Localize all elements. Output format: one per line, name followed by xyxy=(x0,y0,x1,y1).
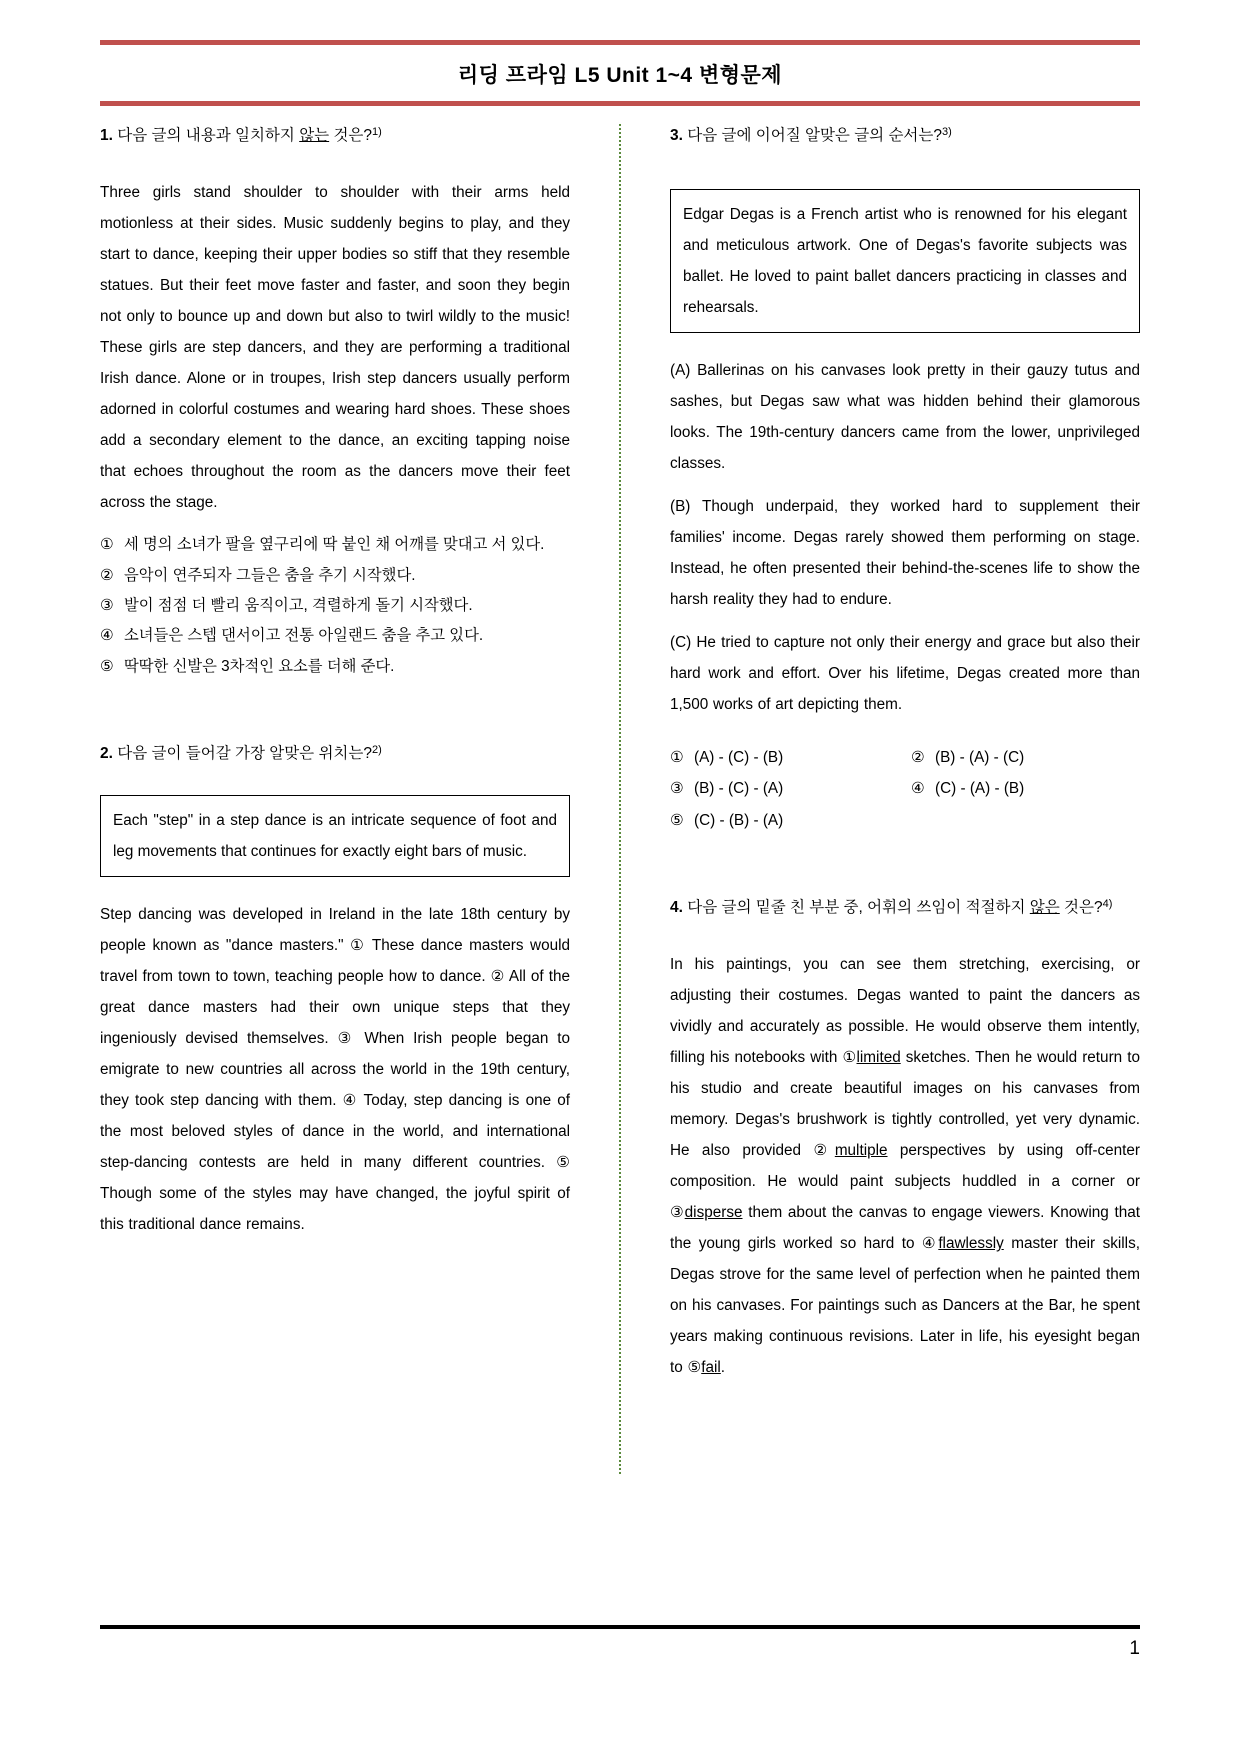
underlined-vocab-word: multiple xyxy=(834,1142,888,1160)
question-3-paragraph-a: (A) Ballerinas on his canvases look pretty in their gauzy tutus and sashes, but Degas saw what was hidden behind their glamorous looks. The 19th-century dancers came from the lower, unprivileged classes. xyxy=(670,361,1140,473)
choice-label: 소녀들은 스텝 댄서이고 전통 아일랜드 춤을 추고 있다. xyxy=(124,627,484,645)
choice-marker: ③ xyxy=(100,597,114,615)
choice-marker: ② xyxy=(911,748,925,766)
question-2-heading xyxy=(100,742,570,767)
spacer xyxy=(670,721,1140,743)
passage-text: In his paintings, you can see them stretching, exercising, or adjusting their costumes. Degas wanted to paint the dancers as vividly and accurately as possible. He would observe them intently, filling his notebooks with xyxy=(670,955,1140,1066)
choice-label: (C) - (A) - (B) xyxy=(935,780,1025,798)
choice-label: (C) - (B) - (A) xyxy=(694,812,784,830)
spacer xyxy=(670,333,1140,355)
choice-item[interactable] xyxy=(911,774,1140,804)
question-3-choices xyxy=(670,743,1140,836)
inline-choice-marker: ① xyxy=(842,1048,857,1066)
choice-label: (B) - (C) - (A) xyxy=(694,780,784,798)
choice-marker: ④ xyxy=(100,627,114,645)
sheet-content xyxy=(100,40,1140,1474)
inline-choice-marker: ④ xyxy=(921,1235,939,1253)
passage-text: . xyxy=(720,1359,726,1377)
question-2-footnote: 2) xyxy=(372,744,382,757)
question-1-passage: Three girls stand shoulder to shoulder with their arms held motionless at their sides. Music suddenly begins to play, and they start to dance, keeping their upper bodies so stiff that they resemble statues. But their feet move faster and faster, and soon they begin not only to bounce up and down but also to twirl wildly to the music! These girls are step dancers, and they are performing a traditional Irish dance. Alone or in troupes, Irish step dancers usually perform adorned in colorful costumes and wearing hard shoes. These shoes add a secondary element to the dance, an exciting tapping noise that echoes throughout the room as the dancers move their feet across the stage. xyxy=(100,183,570,512)
question-1-number: 1. xyxy=(100,127,113,144)
underlined-vocab-word: limited xyxy=(856,1048,901,1066)
spacer xyxy=(100,155,570,177)
choice-label: (B) - (A) - (C) xyxy=(935,748,1025,766)
question-3-paragraph-b: (B) Though underpaid, they worked hard to supplement their families' income. Degas rarely showed them performing on stage. Instead, he often presented their behind-the-scenes life to show the harsh reality they had to endure. xyxy=(670,498,1140,609)
spacer xyxy=(100,773,570,795)
spacer xyxy=(100,518,570,530)
choice-item[interactable] xyxy=(100,561,570,590)
footer-rule xyxy=(100,1625,1140,1629)
spacer xyxy=(100,682,570,742)
page-number: 1 xyxy=(1129,1638,1140,1659)
question-1-heading xyxy=(100,124,570,149)
question-3-prompt: 다음 글에 이어질 알맞은 글의 순서는? xyxy=(682,127,942,144)
question-3-boxed-text: Edgar Degas is a French artist who is renowned for his elegant and meticulous artwork. One of Degas's favorite subjects was ballet. He loved to paint ballet dancers practicing in classes and rehearsals. xyxy=(670,189,1140,333)
question-1-footnote: 1) xyxy=(372,126,382,138)
choice-item[interactable] xyxy=(670,774,899,804)
left-column xyxy=(100,124,570,1474)
choice-label: (A) - (C) - (B) xyxy=(694,748,784,766)
question-4-passage xyxy=(670,949,1140,1384)
choice-label: 세 명의 소녀가 팔을 옆구리에 딱 붙인 채 어깨를 맞대고 서 있다. xyxy=(124,536,545,554)
choice-marker: ⑤ xyxy=(100,657,114,675)
question-1-prompt-underlined: 않는 xyxy=(299,127,330,144)
question-2-prompt: 다음 글이 들어갈 가장 알맞은 위치는? xyxy=(112,745,372,763)
question-1-block xyxy=(100,124,570,681)
right-column xyxy=(670,124,1140,1474)
choice-item[interactable] xyxy=(100,530,570,559)
choice-item[interactable] xyxy=(670,806,899,836)
passage-text: them about the canvas to engage viewers. Knowing that the young girls worked so hard to xyxy=(670,1204,1140,1253)
header-rule-bottom xyxy=(100,101,1140,106)
question-2-number: 2. xyxy=(100,745,113,763)
question-3-number: 3. xyxy=(670,127,683,144)
choice-marker: ① xyxy=(670,748,684,766)
choice-label: 발이 점점 더 빨리 움직이고, 격렬하게 돌기 시작했다. xyxy=(124,597,473,615)
choice-item[interactable] xyxy=(911,743,1140,773)
question-4-prompt-after: 것은? xyxy=(1059,898,1103,916)
spacer xyxy=(670,836,1140,896)
question-4-heading xyxy=(670,896,1140,921)
column-divider xyxy=(570,124,670,1474)
question-2-passage: Step dancing was developed in Ireland in the late 18th century by people known as "dance masters." ① These dance masters would travel from town to town, teaching people how to dance. ② All of the great dance masters had their own unique steps that they ingeniously devised themselves. ③ When Irish people began to emigrate to new countries all across the world in the 19th century, they took step dancing with them. ④ Today, step dancing is one of the most beloved styles of dance in the world, and international step-dancing contests are held in many different countries. ⑤ Though some of the styles may have changed, the joyful spirit of this traditional dance remains. xyxy=(100,906,570,1234)
question-4-prompt-before: 다음 글의 밑줄 친 부분 중, 어휘의 쓰임이 적절하지 xyxy=(682,898,1030,916)
choice-marker: ⑤ xyxy=(670,812,684,830)
page-title: 리딩 프라임 L5 Unit 1~4 변형문제 xyxy=(457,64,783,87)
choice-marker: ④ xyxy=(911,780,925,798)
choice-label: 음악이 연주되자 그들은 춤을 추기 시작했다. xyxy=(124,566,416,584)
choice-marker: ① xyxy=(100,536,114,554)
question-3-paragraph-c: (C) He tried to capture not only their energy and grace but also their hard work and effort. Over his lifetime, Degas created more than 1,500 works of art depicting them. xyxy=(670,634,1140,714)
two-column-layout xyxy=(100,124,1140,1474)
inline-choice-marker: ③ xyxy=(670,1204,685,1222)
question-3-heading xyxy=(670,124,1140,149)
choice-item[interactable] xyxy=(100,591,570,620)
passage-text: master their skills, Degas strove for the same level of perfection when he painted them on his canvases. For paintings such as Dancers at the Bar, he spent years making continuous revisions. Later in life, his eyesight began to xyxy=(670,1235,1140,1377)
spacer xyxy=(670,927,1140,949)
inline-choice-marker: ⑤ xyxy=(687,1359,702,1377)
underlined-vocab-word: flawlessly xyxy=(938,1235,1004,1253)
passage-text: perspectives by using off-center composition. He would paint subjects huddled in a corner or xyxy=(670,1142,1141,1191)
underlined-vocab-word: disperse xyxy=(684,1204,743,1222)
question-1-prompt-before: 다음 글의 내용과 일치하지 xyxy=(112,127,300,144)
choice-item[interactable] xyxy=(100,621,570,650)
question-2-block xyxy=(100,742,570,1240)
dotted-divider-line xyxy=(619,124,621,1474)
question-4-prompt-underlined: 않은 xyxy=(1029,898,1060,916)
choice-item[interactable] xyxy=(100,652,570,681)
question-1-prompt-after: 것은? xyxy=(329,127,373,144)
spacer xyxy=(670,615,1140,627)
spacer xyxy=(670,479,1140,491)
question-1-choices xyxy=(100,530,570,681)
underlined-vocab-word: fail xyxy=(701,1359,721,1377)
question-2-boxed-text: Each "step" in a step dance is an intricate sequence of foot and leg movements that continues for exactly eight bars of music. xyxy=(100,795,570,877)
passage-text: sketches. Then he would return to his studio and create beautiful images on his canvases from memory. Degas's brushwork is tightly controlled, yet very dynamic. He also provided xyxy=(670,1048,1140,1160)
question-3-footnote: 3) xyxy=(942,126,952,138)
choice-label: 딱딱한 신발은 3차적인 요소를 더해 준다. xyxy=(124,657,395,675)
choice-marker: ③ xyxy=(670,780,684,798)
question-4-footnote: 4) xyxy=(1102,897,1113,910)
spacer xyxy=(100,877,570,899)
choice-marker: ② xyxy=(100,566,114,584)
question-4-number: 4. xyxy=(670,898,683,916)
question-3-block xyxy=(670,124,1140,836)
inline-choice-marker: ② xyxy=(813,1142,835,1160)
question-4-block xyxy=(670,896,1140,1383)
choice-item[interactable] xyxy=(670,743,899,773)
spacer xyxy=(670,155,1140,189)
